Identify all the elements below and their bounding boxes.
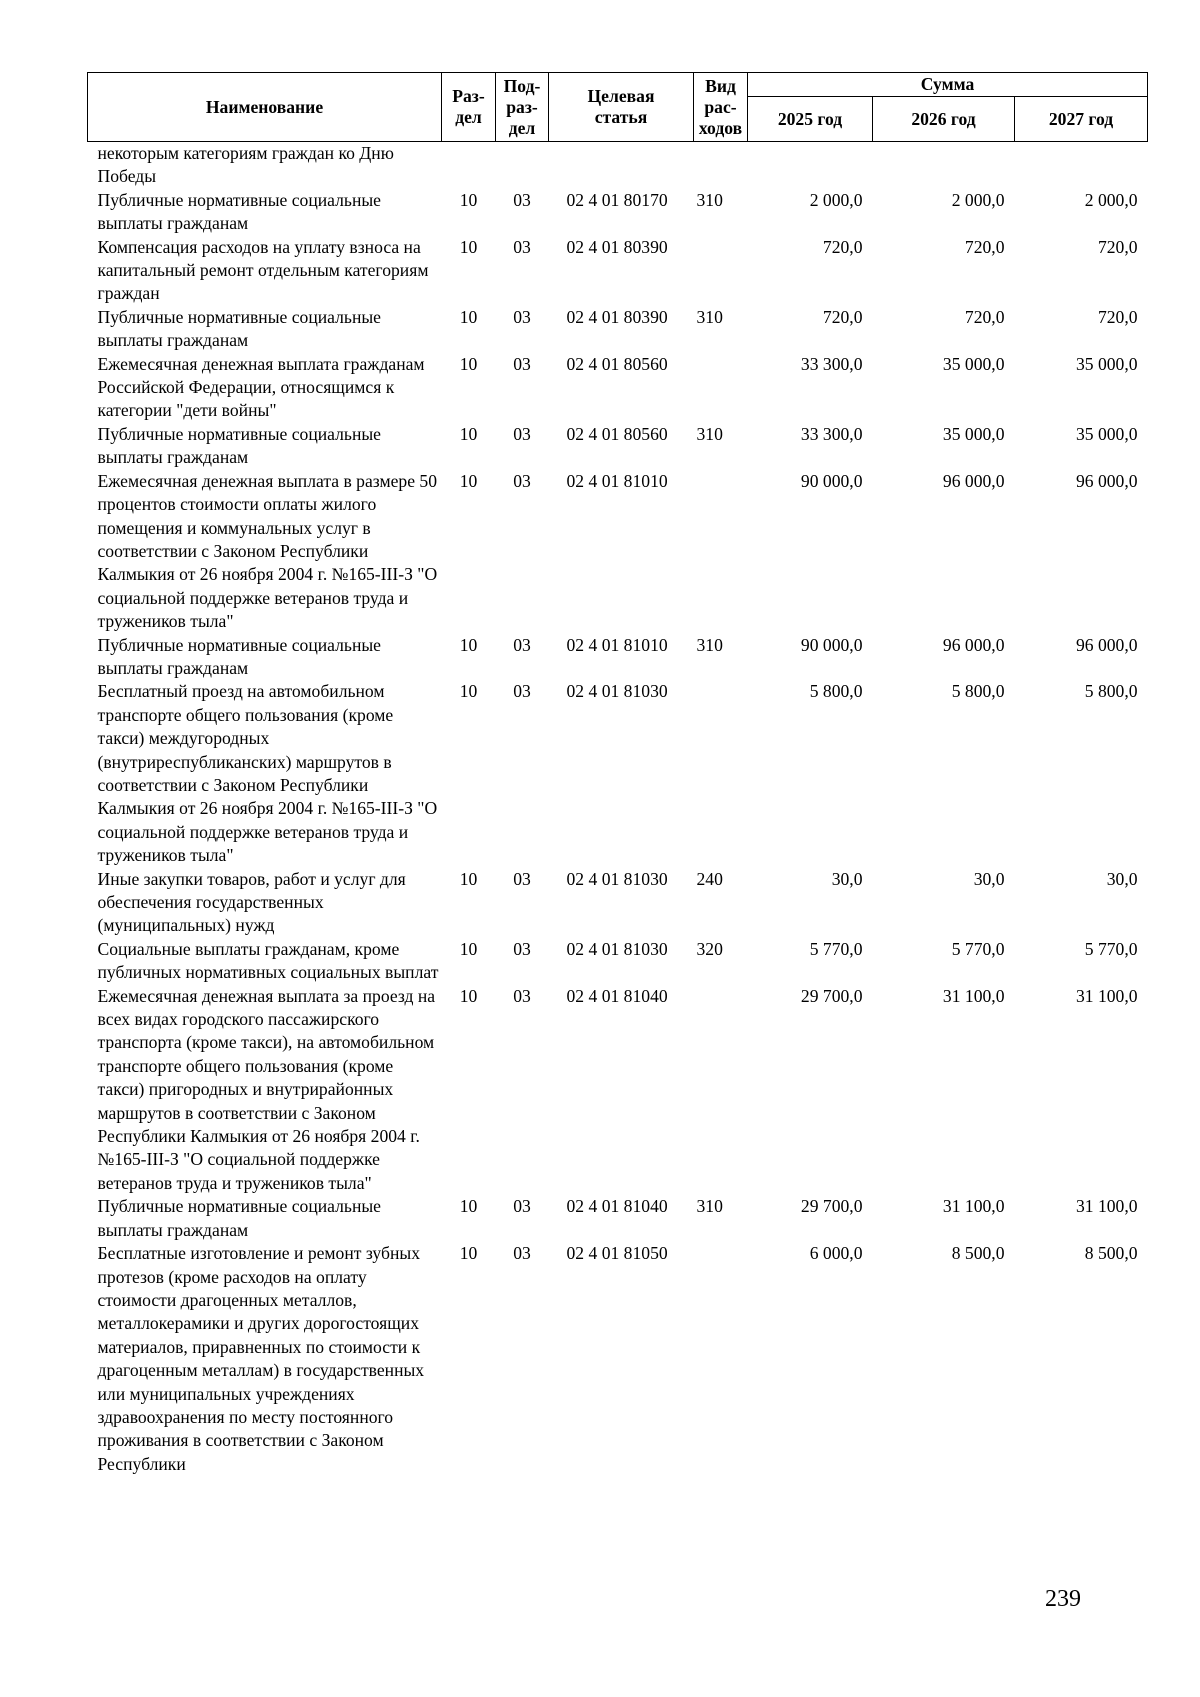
cell-celevaya-statya: 02 4 01 81030 — [566, 938, 668, 959]
cell-amount-2026: 5 770,0 — [951, 938, 1005, 959]
cell-razdel: 10 — [459, 938, 478, 959]
cell-razdel: 10 — [459, 353, 478, 374]
cell-amount-2025: 720,0 — [822, 306, 863, 327]
cell-razdel: 10 — [459, 868, 478, 889]
header-name: Наименование — [88, 73, 442, 142]
cell-podrazdel: 03 — [513, 189, 531, 210]
cell-amount-2026: 31 100,0 — [942, 985, 1005, 1006]
cell-vid-rashodov: 310 — [696, 189, 723, 210]
cell-name: Публичные нормативные социальные выплаты гражданам — [97, 189, 381, 234]
header-razdel: Раз- дел — [442, 73, 496, 142]
cell-amount-2027: 96 000,0 — [1075, 634, 1138, 655]
cell-name: Публичные нормативные социальные выплаты гражданам — [97, 423, 381, 468]
header-year-2027: 2027 год — [1015, 97, 1148, 142]
cell-podrazdel — [496, 142, 549, 189]
cell-razdel: 10 — [459, 189, 478, 210]
cell-amount-2027: 8 500,0 — [1084, 1243, 1138, 1264]
cell-razdel: 10 — [459, 1196, 478, 1217]
table-row — [88, 236, 1148, 306]
cell-vid-rashodov: 310 — [696, 1196, 723, 1217]
cell-vid-rashodov: 310 — [696, 306, 723, 327]
cell-podrazdel: 03 — [513, 681, 531, 702]
cell-amount-2025: 90 000,0 — [800, 634, 863, 655]
cell-amount-2025: 33 300,0 — [800, 353, 863, 374]
table-header — [88, 73, 1148, 142]
cell-amount-2025: 5 800,0 — [809, 681, 863, 702]
cell-name: Бесплатные изготовление и ремонт зубных протезов (кроме расходов на оплату стоимости драгоценных металлов, металлокерамики и других дорогостоящих материалов, приравненных по стоимости к драгоценным металлам) в государственных или муниципальных учреждениях здравоохранения по месту постоянного проживания в соответствии с Законом Республики — [97, 1243, 425, 1474]
cell-vid-rashodov — [694, 680, 748, 867]
cell-razdel: 10 — [459, 634, 478, 655]
cell-celevaya-statya: 02 4 01 80390 — [566, 236, 668, 257]
cell-name: Бесплатный проезд на автомобильном транспорте общего пользования (кроме такси) междугородных (внутриреспубликанских) маршрутов в соответствии с Законом Республики Калмыкия от 26 ноября 2004 г. №165-III-З "О социальной поддержке ветеранов труда и тружеников тыла" — [97, 681, 438, 866]
table-row — [88, 142, 1148, 189]
cell-amount-2026: 96 000,0 — [942, 634, 1005, 655]
cell-amount-2026: 720,0 — [964, 236, 1005, 257]
cell-celevaya-statya: 02 4 01 81030 — [566, 868, 668, 889]
cell-podrazdel: 03 — [513, 236, 531, 257]
cell-amount-2026: 31 100,0 — [942, 1196, 1005, 1217]
cell-amount-2027: 5 770,0 — [1084, 938, 1138, 959]
cell-vid-rashodov — [694, 142, 748, 189]
cell-vid-rashodov: 320 — [696, 938, 723, 959]
cell-vid-rashodov — [694, 353, 748, 423]
cell-razdel — [442, 142, 496, 189]
cell-podrazdel: 03 — [513, 423, 531, 444]
cell-name: Публичные нормативные социальные выплаты гражданам — [97, 1196, 381, 1240]
header-vid-rashodov: Вид рас- ходов — [694, 73, 748, 142]
table-row — [88, 1195, 1148, 1242]
cell-amount-2026: 96 000,0 — [942, 470, 1005, 491]
cell-celevaya-statya: 02 4 01 81040 — [566, 1196, 668, 1217]
cell-podrazdel: 03 — [513, 353, 531, 374]
cell-celevaya-statya: 02 4 01 80390 — [566, 306, 668, 327]
header-podrazdel: Под- раз- дел — [496, 73, 549, 142]
cell-amount-2025 — [748, 142, 873, 189]
table-row — [88, 938, 1148, 985]
cell-amount-2027: 35 000,0 — [1075, 423, 1138, 444]
cell-amount-2026: 2 000,0 — [951, 189, 1005, 210]
cell-vid-rashodov — [694, 985, 748, 1196]
cell-podrazdel: 03 — [513, 470, 531, 491]
cell-podrazdel: 03 — [513, 1196, 531, 1217]
cell-podrazdel: 03 — [513, 938, 531, 959]
cell-amount-2025: 2 000,0 — [809, 189, 863, 210]
table-body — [88, 142, 1148, 1477]
cell-name: Иные закупки товаров, работ и услуг для обеспечения государственных (муниципальных) нужд — [97, 868, 406, 936]
table-row — [88, 353, 1148, 423]
cell-amount-2026: 35 000,0 — [942, 423, 1005, 444]
cell-celevaya-statya: 02 4 01 80560 — [566, 423, 668, 444]
cell-name: некоторым категориям граждан ко Дню Победы — [97, 143, 394, 187]
cell-amount-2027: 5 800,0 — [1084, 681, 1138, 702]
cell-podrazdel: 03 — [513, 985, 531, 1006]
header-year-2026: 2026 год — [873, 97, 1015, 142]
cell-amount-2026: 720,0 — [964, 306, 1005, 327]
cell-amount-2025: 90 000,0 — [800, 470, 863, 491]
cell-name: Публичные нормативные социальные выплаты гражданам — [97, 306, 381, 351]
cell-amount-2027: 31 100,0 — [1075, 1196, 1138, 1217]
cell-amount-2025: 720,0 — [822, 236, 863, 257]
cell-amount-2026: 30,0 — [973, 868, 1005, 889]
cell-razdel: 10 — [459, 985, 478, 1006]
cell-podrazdel: 03 — [513, 634, 531, 655]
cell-celevaya-statya: 02 4 01 81050 — [566, 1243, 668, 1264]
table-row — [88, 868, 1148, 938]
cell-razdel: 10 — [459, 1243, 478, 1264]
cell-celevaya-statya: 02 4 01 80170 — [566, 189, 668, 210]
cell-name: Публичные нормативные социальные выплаты гражданам — [97, 634, 381, 678]
cell-celevaya-statya: 02 4 01 81030 — [566, 681, 668, 702]
cell-razdel: 10 — [459, 681, 478, 702]
cell-name: Ежемесячная денежная выплата гражданам Российской Федерации, относящимся к категории "дети войны" — [97, 353, 425, 421]
page-number: 239 — [1045, 1586, 1081, 1612]
cell-amount-2027: 96 000,0 — [1075, 470, 1138, 491]
table-row — [88, 985, 1148, 1196]
cell-amount-2027: 720,0 — [1097, 236, 1138, 257]
cell-vid-rashodov: 240 — [696, 868, 723, 889]
cell-amount-2025: 29 700,0 — [800, 1196, 863, 1217]
cell-podrazdel: 03 — [513, 868, 531, 889]
cell-razdel: 10 — [459, 423, 478, 444]
table-row — [88, 680, 1148, 867]
cell-amount-2025: 6 000,0 — [809, 1243, 863, 1264]
table-row — [88, 306, 1148, 353]
cell-vid-rashodov — [694, 470, 748, 634]
cell-amount-2025: 29 700,0 — [800, 985, 863, 1006]
table-row — [88, 1242, 1148, 1476]
cell-name: Компенсация расходов на уплату взноса на капитальный ремонт отдельным категориям граждан — [97, 236, 429, 304]
header-summa: Сумма — [748, 73, 1148, 97]
cell-vid-rashodov: 310 — [696, 423, 723, 444]
cell-amount-2027: 2 000,0 — [1084, 189, 1138, 210]
cell-amount-2027 — [1015, 142, 1148, 189]
cell-celevaya-statya: 02 4 01 81010 — [566, 634, 668, 655]
cell-vid-rashodov — [694, 1242, 748, 1476]
cell-amount-2026: 5 800,0 — [951, 681, 1005, 702]
table-row — [88, 634, 1148, 681]
cell-name: Социальные выплаты гражданам, кроме публичных нормативных социальных выплат — [97, 938, 439, 983]
cell-amount-2027: 720,0 — [1097, 306, 1138, 327]
cell-amount-2026: 35 000,0 — [942, 353, 1005, 374]
cell-podrazdel: 03 — [513, 1243, 531, 1264]
cell-podrazdel: 03 — [513, 306, 531, 327]
cell-razdel: 10 — [459, 306, 478, 327]
cell-razdel: 10 — [459, 470, 478, 491]
cell-amount-2025: 33 300,0 — [800, 423, 863, 444]
cell-celevaya-statya: 02 4 01 81010 — [566, 470, 668, 491]
cell-amount-2025: 5 770,0 — [809, 938, 863, 959]
table-row — [88, 189, 1148, 236]
table-row — [88, 423, 1148, 470]
cell-celevaya-statya — [549, 142, 694, 189]
cell-razdel: 10 — [459, 236, 478, 257]
cell-amount-2027: 35 000,0 — [1075, 353, 1138, 374]
header-celevaya-statya: Целевая статья — [549, 73, 694, 142]
cell-amount-2026: 8 500,0 — [951, 1243, 1005, 1264]
cell-amount-2026 — [873, 142, 1015, 189]
cell-vid-rashodov — [694, 236, 748, 306]
cell-amount-2027: 30,0 — [1106, 868, 1138, 889]
cell-amount-2027: 31 100,0 — [1075, 985, 1138, 1006]
cell-name: Ежемесячная денежная выплата в размере 50 процентов стоимости оплаты жилого помещения и коммунальных услуг в соответствии с Законом Республики Калмыкия от 26 ноября 2004 г. №165-III-З "О социальной поддержке ветеранов труда и тружеников тыла" — [97, 470, 438, 632]
cell-celevaya-statya: 02 4 01 80560 — [566, 353, 668, 374]
cell-name: Ежемесячная денежная выплата за проезд на всех видах городского пассажирского транспорта (кроме такси), на автомобильном транспорте общего пользования (кроме такси) пригородных и внутрирайонных маршрутов в соответствии с Законом Республики Калмыкия от 26 ноября 2004 г. №165-III-З "О социальной поддержке ветеранов труда и тружеников тыла" — [97, 985, 436, 1193]
table-row — [88, 470, 1148, 634]
header-year-2025: 2025 год — [748, 97, 873, 142]
cell-amount-2025: 30,0 — [831, 868, 863, 889]
cell-vid-rashodov: 310 — [696, 634, 723, 655]
cell-celevaya-statya: 02 4 01 81040 — [566, 985, 668, 1006]
budget-table — [87, 72, 1148, 1476]
